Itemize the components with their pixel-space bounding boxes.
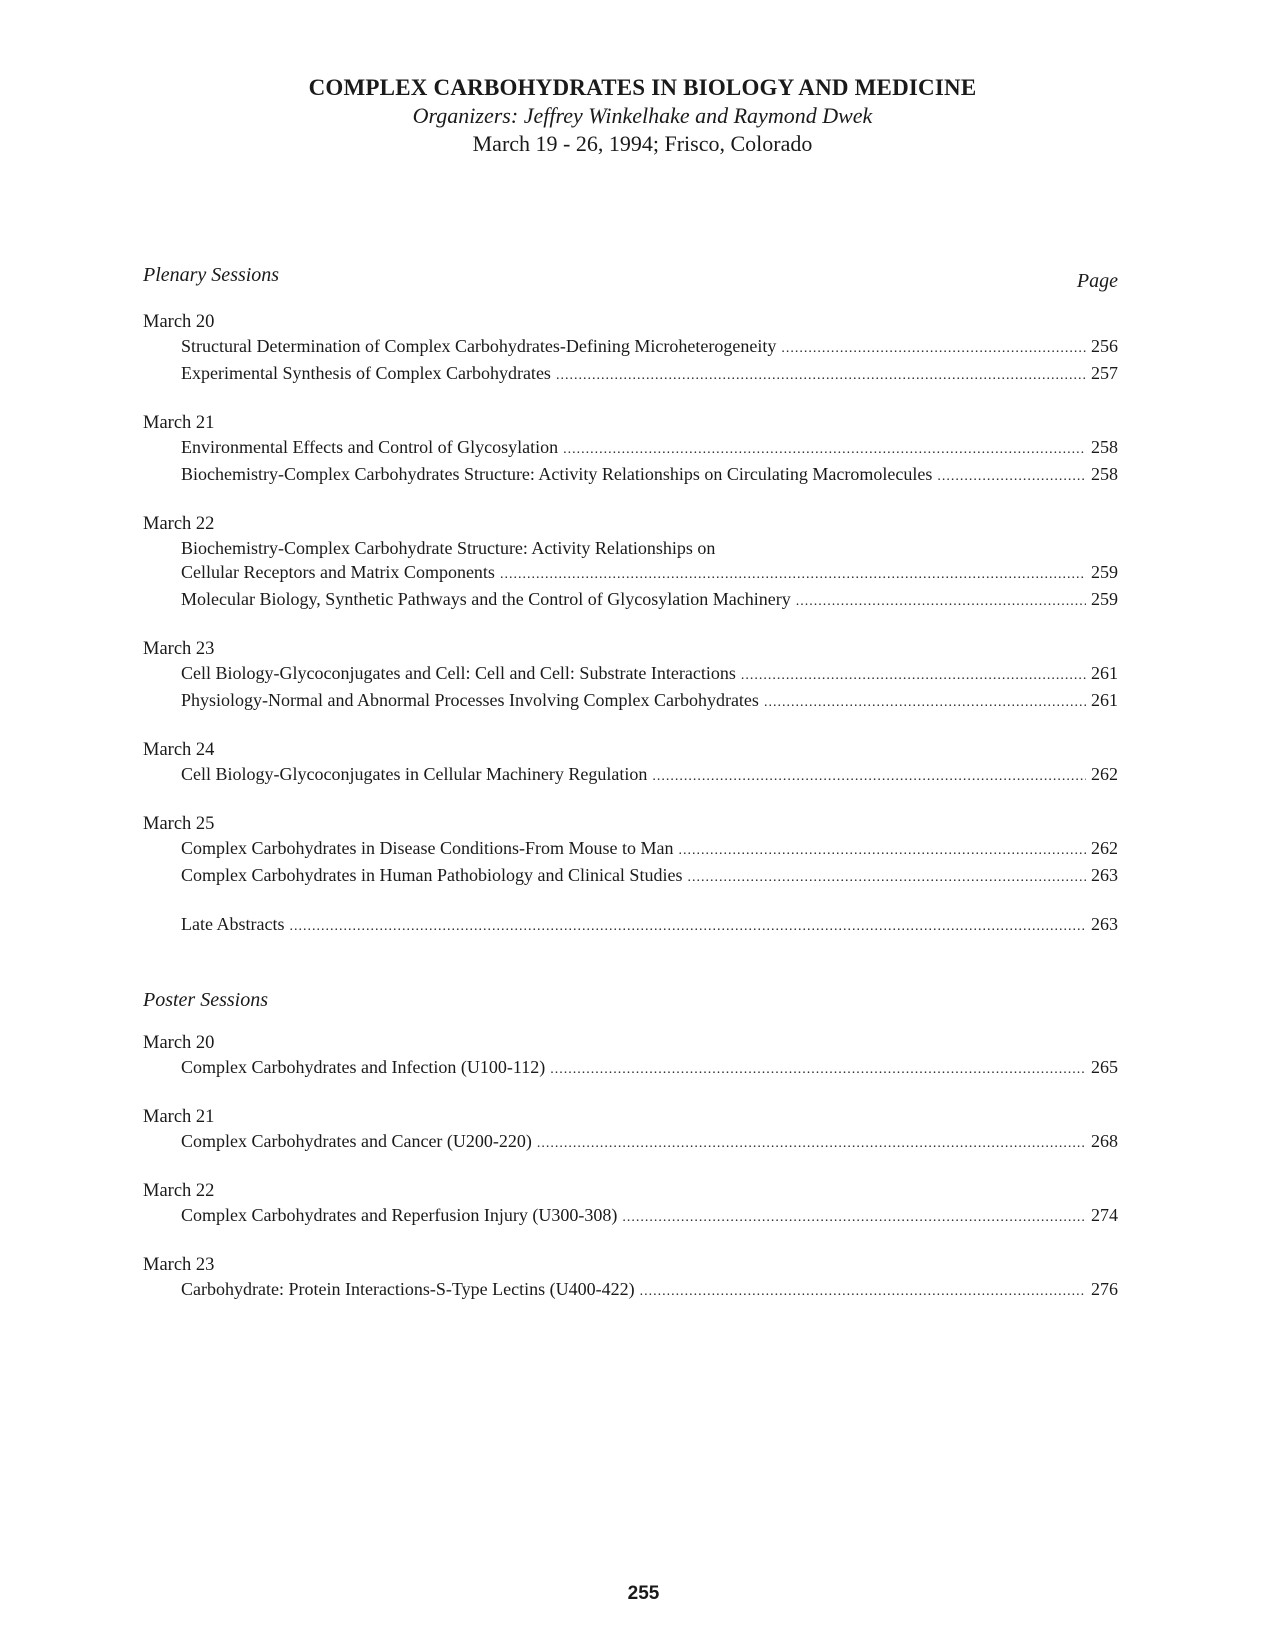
toc-entry bbox=[143, 587, 1118, 614]
toc-entry bbox=[143, 688, 1118, 715]
dot-leader bbox=[796, 590, 1086, 614]
day-label: March 22 bbox=[143, 514, 215, 534]
page-number: 255 bbox=[627, 1583, 660, 1604]
toc-entry bbox=[143, 762, 1118, 789]
toc-entry bbox=[143, 1055, 1118, 1082]
entry-page: 256 bbox=[1091, 336, 1118, 356]
entry-title: Late Abstracts bbox=[181, 914, 285, 934]
organizers-line: Organizers: Jeffrey Winkelhake and Raymond Dwek bbox=[412, 103, 873, 128]
toc-entry bbox=[143, 1277, 1118, 1304]
toc-entry bbox=[143, 334, 1118, 361]
poster-day bbox=[143, 1253, 1118, 1304]
toc-entry bbox=[143, 863, 1118, 890]
entry-title: Complex Carbohydrates and Reperfusion Injury (U300-308) bbox=[181, 1205, 618, 1225]
entry-page: 261 bbox=[1091, 690, 1118, 710]
entry-page: 276 bbox=[1091, 1279, 1118, 1299]
plenary-day bbox=[143, 812, 1118, 939]
entry-title: Complex Carbohydrates in Disease Conditions-From Mouse to Man bbox=[181, 838, 674, 858]
poster-sessions-heading bbox=[143, 989, 1118, 1031]
toc-entry bbox=[143, 661, 1118, 688]
toc-entry bbox=[143, 462, 1118, 489]
plenary-day bbox=[143, 411, 1118, 489]
entry-page: 265 bbox=[1091, 1057, 1118, 1077]
entry-page: 268 bbox=[1091, 1131, 1118, 1151]
day-label: March 23 bbox=[143, 639, 215, 659]
entry-title: Experimental Synthesis of Complex Carbohydrates bbox=[181, 363, 551, 383]
poster-day bbox=[143, 1179, 1118, 1230]
dates-location-line: March 19 - 26, 1994; Frisco, Colorado bbox=[472, 131, 813, 156]
day-label: March 25 bbox=[143, 814, 215, 834]
table-of-contents bbox=[143, 264, 1118, 1327]
entry-page: 258 bbox=[1091, 437, 1118, 457]
plenary-day bbox=[143, 310, 1118, 388]
day-label: March 21 bbox=[143, 413, 215, 433]
toc-entry bbox=[143, 560, 1118, 587]
dot-leader bbox=[556, 364, 1086, 388]
poster-day bbox=[143, 1031, 1118, 1082]
entry-title: Physiology-Normal and Abnormal Processes Involving Complex Carbohydrates bbox=[181, 690, 759, 710]
plenary-day bbox=[143, 637, 1118, 715]
poster-day bbox=[143, 1105, 1118, 1156]
plenary-sessions-heading bbox=[143, 264, 1118, 310]
dot-leader bbox=[289, 915, 1086, 939]
entry-page: 262 bbox=[1091, 838, 1118, 858]
entry-page: 261 bbox=[1091, 663, 1118, 683]
dot-leader bbox=[652, 765, 1086, 789]
dot-leader bbox=[640, 1280, 1086, 1304]
dot-leader bbox=[937, 465, 1086, 489]
entry-title: Cell Biology-Glycoconjugates and Cell: Cell and Cell: Substrate Interactions bbox=[181, 663, 736, 683]
document-title: COMPLEX CARBOHYDRATES IN BIOLOGY AND MEDICINE bbox=[308, 75, 977, 100]
dot-leader bbox=[741, 664, 1086, 688]
dot-leader bbox=[563, 438, 1086, 462]
day-label: March 24 bbox=[143, 740, 215, 760]
day-label: March 20 bbox=[143, 312, 215, 332]
dot-leader bbox=[550, 1058, 1086, 1082]
toc-entry bbox=[143, 836, 1118, 863]
day-label: March 20 bbox=[143, 1033, 215, 1053]
entry-page: 259 bbox=[1091, 562, 1118, 582]
day-label: March 21 bbox=[143, 1107, 215, 1127]
entry-title: Complex Carbohydrates and Cancer (U200-220) bbox=[181, 1131, 532, 1151]
entry-page: 263 bbox=[1091, 865, 1118, 885]
page-column-label: Page bbox=[1076, 270, 1118, 292]
poster-sessions-label: Poster Sessions bbox=[143, 989, 268, 1011]
entry-page: 263 bbox=[1091, 914, 1118, 934]
entry-page: 259 bbox=[1091, 589, 1118, 609]
entry-page: 274 bbox=[1091, 1205, 1118, 1225]
entry-page: 257 bbox=[1091, 363, 1118, 383]
entry-title-line1: Biochemistry-Complex Carbohydrate Structure: Activity Relationships on bbox=[181, 538, 716, 558]
day-label: March 23 bbox=[143, 1255, 215, 1275]
plenary-sessions-label: Plenary Sessions bbox=[143, 264, 280, 286]
plenary-day bbox=[143, 512, 1118, 614]
entry-title: Cell Biology-Glycoconjugates in Cellular Machinery Regulation bbox=[181, 764, 648, 784]
entry-title: Cellular Receptors and Matrix Components bbox=[181, 562, 495, 582]
dot-leader bbox=[500, 563, 1086, 587]
dot-leader bbox=[622, 1206, 1086, 1230]
entry-title: Structural Determination of Complex Carbohydrates-Defining Microheterogeneity bbox=[181, 336, 777, 356]
dot-leader bbox=[781, 337, 1086, 361]
dot-leader bbox=[687, 866, 1086, 890]
toc-entry bbox=[143, 361, 1118, 388]
toc-entry bbox=[143, 1129, 1118, 1156]
entry-title: Complex Carbohydrates in Human Pathobiology and Clinical Studies bbox=[181, 865, 683, 885]
entry-page: 258 bbox=[1091, 464, 1118, 484]
dot-leader bbox=[764, 691, 1086, 715]
entry-title: Complex Carbohydrates and Infection (U100-112) bbox=[181, 1057, 546, 1077]
document-header bbox=[0, 74, 1275, 158]
entry-title: Biochemistry-Complex Carbohydrates Structure: Activity Relationships on Circulating Macromolecules bbox=[181, 464, 933, 484]
plenary-day bbox=[143, 738, 1118, 789]
entry-title: Molecular Biology, Synthetic Pathways and the Control of Glycosylation Machinery bbox=[181, 589, 791, 609]
toc-entry-late-abstracts bbox=[143, 912, 1118, 939]
entry-title: Environmental Effects and Control of Glycosylation bbox=[181, 437, 559, 457]
entry-page: 262 bbox=[1091, 764, 1118, 784]
entry-title: Carbohydrate: Protein Interactions-S-Type Lectins (U400-422) bbox=[181, 1279, 635, 1299]
toc-entry bbox=[143, 1203, 1118, 1230]
dot-leader bbox=[678, 839, 1086, 863]
toc-entry bbox=[143, 435, 1118, 462]
day-label: March 22 bbox=[143, 1181, 215, 1201]
dot-leader bbox=[537, 1132, 1086, 1156]
